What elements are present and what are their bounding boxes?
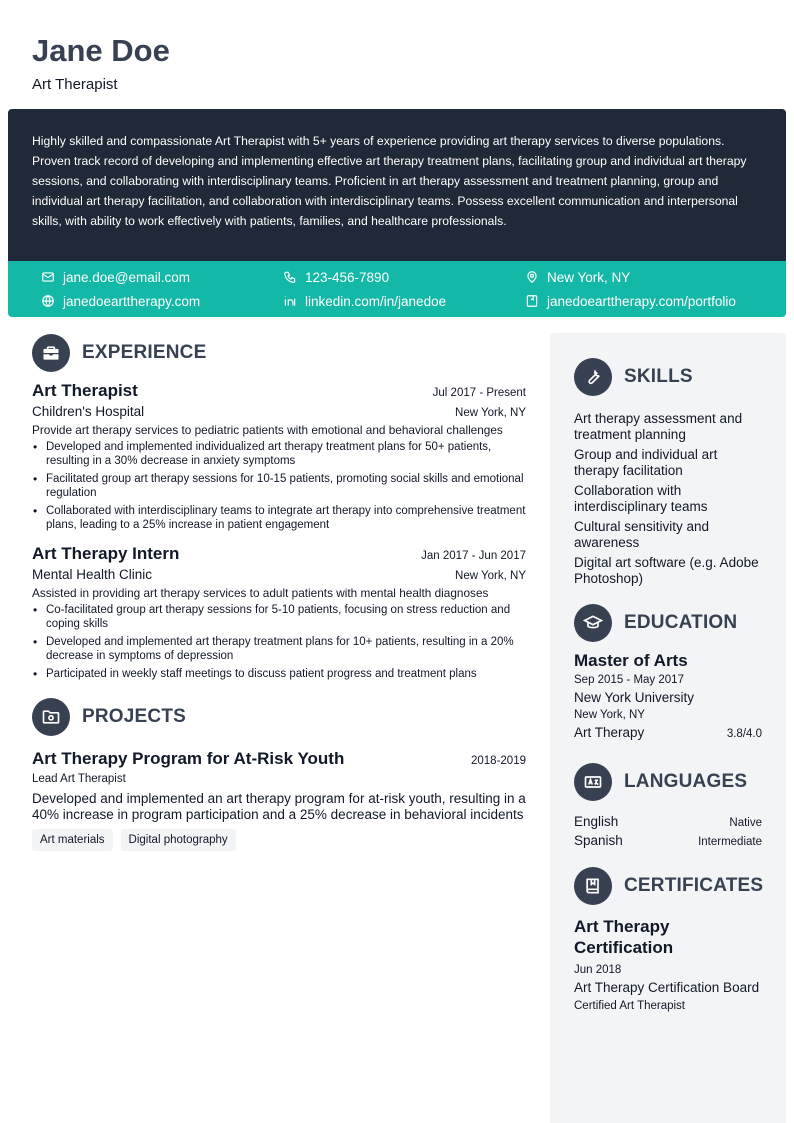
main-column [32,333,526,851]
phone-text: 123-456-7890 [305,269,390,285]
contact-linkedin[interactable] [283,291,446,311]
experience-heading: EXPERIENCE [82,342,207,363]
mail-icon [41,270,55,284]
certificate-date: Jun 2018 [574,964,622,976]
job-bullet: • Developed and implemented individualized art therapy treatment plans for 50+ patients, resulting in a 30% decrease in anxiety symptoms [32,440,526,468]
folder-icon [32,698,70,736]
job-description: Provide art therapy services to pediatric patients with emotional and behavioral challenges [32,423,503,437]
sidebar [550,333,786,1123]
languages-heading: LANGUAGES [624,771,748,792]
certificates-heading: CERTIFICATES [624,875,764,896]
contact-email[interactable] [41,267,190,287]
contact-location [525,267,630,287]
projects-section-header [32,697,526,737]
job-location: New York, NY [455,407,526,419]
globe-icon [41,294,55,308]
project-entry [32,749,526,851]
job-description: Assisted in providing art therapy services to adult patients with mental health diagnoses [32,586,489,600]
portfolio-text: janedoearttherapy.com/portfolio [547,293,736,309]
project-tags [32,829,526,851]
certificates-section-header [574,866,762,906]
education-degree: Master of Arts [574,651,688,670]
education-heading: EDUCATION [624,612,738,633]
briefcase-icon [32,334,70,372]
candidate-name: Jane Doe [32,33,170,68]
skill-item: Collaboration with interdisciplinary teams [574,483,708,514]
translate-icon [574,763,612,801]
skills-heading: SKILLS [624,366,693,387]
education-school: New York University [574,690,695,705]
job-bullets [32,440,526,532]
experience-section-header [32,333,526,373]
contact-bar [8,261,786,317]
skills-section-header [574,357,762,397]
certificate-issuer: Art Therapy Certification Board [574,980,760,995]
candidate-title: Art Therapist [32,76,118,93]
job-entry [32,544,526,681]
education-field-row [574,725,762,740]
education-section-header [574,603,762,643]
resume-header [32,34,170,93]
language-name: English [574,814,619,829]
language-level: Native [729,817,762,829]
contact-portfolio[interactable] [525,291,736,311]
graduation-cap-icon [574,604,612,642]
language-name: Spanish [574,833,623,848]
education-field: Art Therapy [574,725,645,740]
skill-item: Digital art software (e.g. Adobe Photoshop) [574,555,759,586]
contact-website[interactable] [41,291,200,311]
job-title: Art Therapy Intern [32,544,180,563]
phone-icon [283,270,297,284]
linkedin-text: linkedin.com/in/janedoe [305,293,447,309]
projects-heading: PROJECTS [82,706,187,727]
project-role: Lead Art Therapist [32,773,126,785]
book-icon [574,867,612,905]
certificate-title: Art Therapy Certification [574,917,674,957]
project-description: Developed and implemented an art therapy program for at-risk youth, resulting in a 40% increase in program participation and a 25% decrease in behavioral incidents [32,791,526,822]
contact-phone[interactable] [283,267,389,287]
skill-item: Group and individual art therapy facilitation [574,447,718,478]
job-location: New York, NY [455,570,526,582]
languages-list [574,814,762,848]
email-text: jane.doe@email.com [63,269,191,285]
certificate-credential: Certified Art Therapist [574,1000,686,1012]
job-dates: Jan 2017 - Jun 2017 [421,550,526,562]
education-gpa: 3.8/4.0 [726,728,762,740]
wrench-icon [574,358,612,396]
skills-list [574,411,762,587]
job-entry [32,381,526,532]
education-dates: Sep 2015 - May 2017 [574,674,684,686]
project-title: Art Therapy Program for At-Risk Youth [32,749,345,768]
linkedin-icon [283,294,297,308]
job-bullets [32,603,526,681]
job-bullet: • Facilitated group art therapy sessions for 10-15 patients, promoting social skills and emotional regulation [32,472,526,500]
summary-text: Highly skilled and compassionate Art Therapist with 5+ years of experience providing art therapy services to diverse populations. Proven track record of developing and implementing effective art therapy treatment plans, facilitating group and individual art therapy sessions, and collaborating with interdisciplinary teams. Proficient in art therapy assessment and treatment planning, group and individual art therapy facilitation, and collaboration with interdisciplinary teams. Possess excellent communication and interpersonal skills, with ability to work effectively with patients, families, and healthcare professionals. [32,134,747,228]
job-bullet: • Co-facilitated group art therapy sessions for 5-10 patients, focusing on stress reduction and coping skills [32,603,526,631]
skill-item: Cultural sensitivity and awareness [574,519,710,550]
location-text: New York, NY [547,269,631,285]
job-title: Art Therapist [32,381,138,400]
education-location: New York, NY [574,709,645,721]
website-text: janedoearttherapy.com [63,293,201,309]
project-tag: Art materials [32,829,113,851]
language-row [574,833,762,848]
job-bullet: • Participated in weekly staff meetings to discuss patient progress and treatment plans [32,667,526,681]
project-tag: Digital photography [121,829,236,851]
map-pin-icon [525,270,539,284]
language-row [574,814,762,829]
project-dates: 2018-2019 [471,755,526,767]
languages-section-header [574,762,762,802]
language-level: Intermediate [698,836,762,848]
job-bullet: • Collaborated with interdisciplinary teams to integrate art therapy into comprehensive treatment plans, leading to a 25% increase in patient engagement [32,504,526,532]
summary-panel [8,109,786,261]
portfolio-icon [525,294,539,308]
job-company: Children's Hospital [32,404,145,419]
skill-item: Art therapy assessment and treatment planning [574,411,743,442]
job-dates: Jul 2017 - Present [432,387,526,399]
job-bullet: • Developed and implemented art therapy treatment plans for 10+ patients, resulting in a 20% decrease in symptoms of depression [32,635,526,663]
job-company: Mental Health Clinic [32,567,153,582]
